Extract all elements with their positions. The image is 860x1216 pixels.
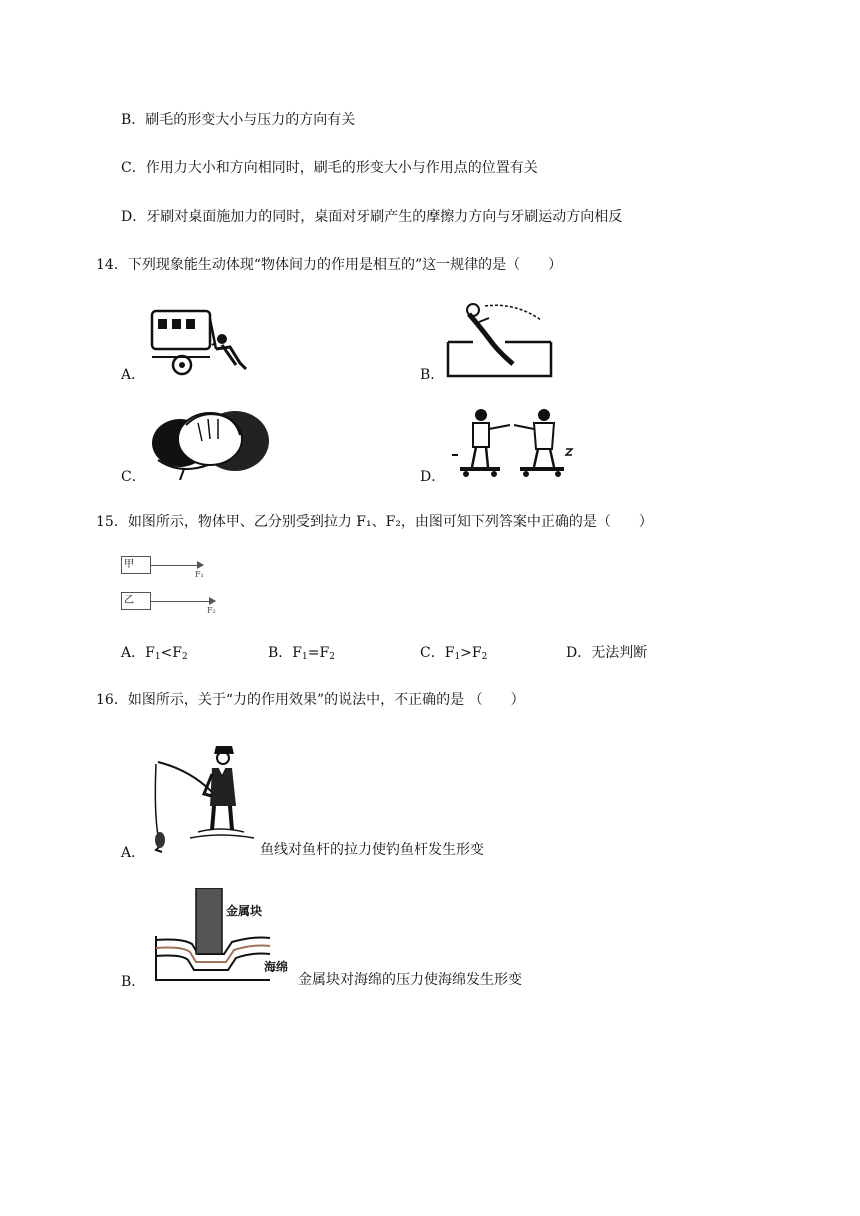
label-f2: F₂ [207, 606, 216, 615]
metal-block-label: 金属块 [226, 904, 263, 918]
fishing-man-figure [150, 740, 260, 855]
q14-label-b: B． [420, 367, 445, 383]
metal-block-sponge-figure [152, 888, 302, 988]
truck-push-figure [150, 305, 250, 377]
q15-option-d: D．无法判断 [566, 645, 648, 661]
swimmer-dive-figure [445, 298, 555, 380]
box-jia: 甲 [121, 556, 151, 574]
q15-option-a: A．$F_1<F_2$ [121, 645, 188, 662]
label-f1: F₁ [195, 570, 204, 579]
q13-option-c: C．作用力大小和方向相同时，刷毛的形变大小与作用点的位置有关 [121, 160, 538, 176]
q16-option-b-label: B． [121, 974, 146, 990]
q16-option-b-text: 金属块对海绵的压力使海绵发生形变 [298, 972, 522, 988]
q15-option-b: B．$F_1=F_2$ [268, 645, 335, 662]
q14-label-c: C． [121, 469, 146, 485]
force-arrows-figure [121, 555, 221, 615]
sponge-label: 海绵 [264, 960, 289, 974]
q13-option-d: D．牙刷对桌面施加力的同时，桌面对牙刷产生的摩擦力方向与牙刷运动方向相反 [121, 209, 623, 225]
q16-option-a-text: 鱼线对鱼杆的拉力使钓鱼杆发生形变 [260, 842, 484, 858]
q14-label-a: A． [121, 367, 146, 383]
q14-label-d: D． [420, 469, 446, 485]
q16-stem: 16．如图所示，关于“力的作用效果”的说法中，不正确的是 （ ） [96, 692, 525, 708]
q13-option-b: B．刷毛的形变大小与压力的方向有关 [121, 112, 356, 128]
q15-option-c: C．$F_1>F_2$ [420, 645, 488, 662]
arrow-head-icon [197, 561, 204, 569]
q14-stem: 14．下列现象能生动体现“物体间力的作用是相互的”这一规律的是（ ） [96, 257, 563, 273]
skateboard-push-figure [448, 405, 578, 480]
hands-ball-figure [150, 405, 275, 480]
q15-stem: 15．如图所示，物体甲、乙分别受到拉力 F₁、F₂，由图可知下列答案中正确的是（ ） [96, 514, 653, 530]
q16-option-a-label: A． [121, 845, 146, 861]
arrow-head-icon [209, 597, 216, 605]
box-yi: 乙 [121, 592, 151, 610]
